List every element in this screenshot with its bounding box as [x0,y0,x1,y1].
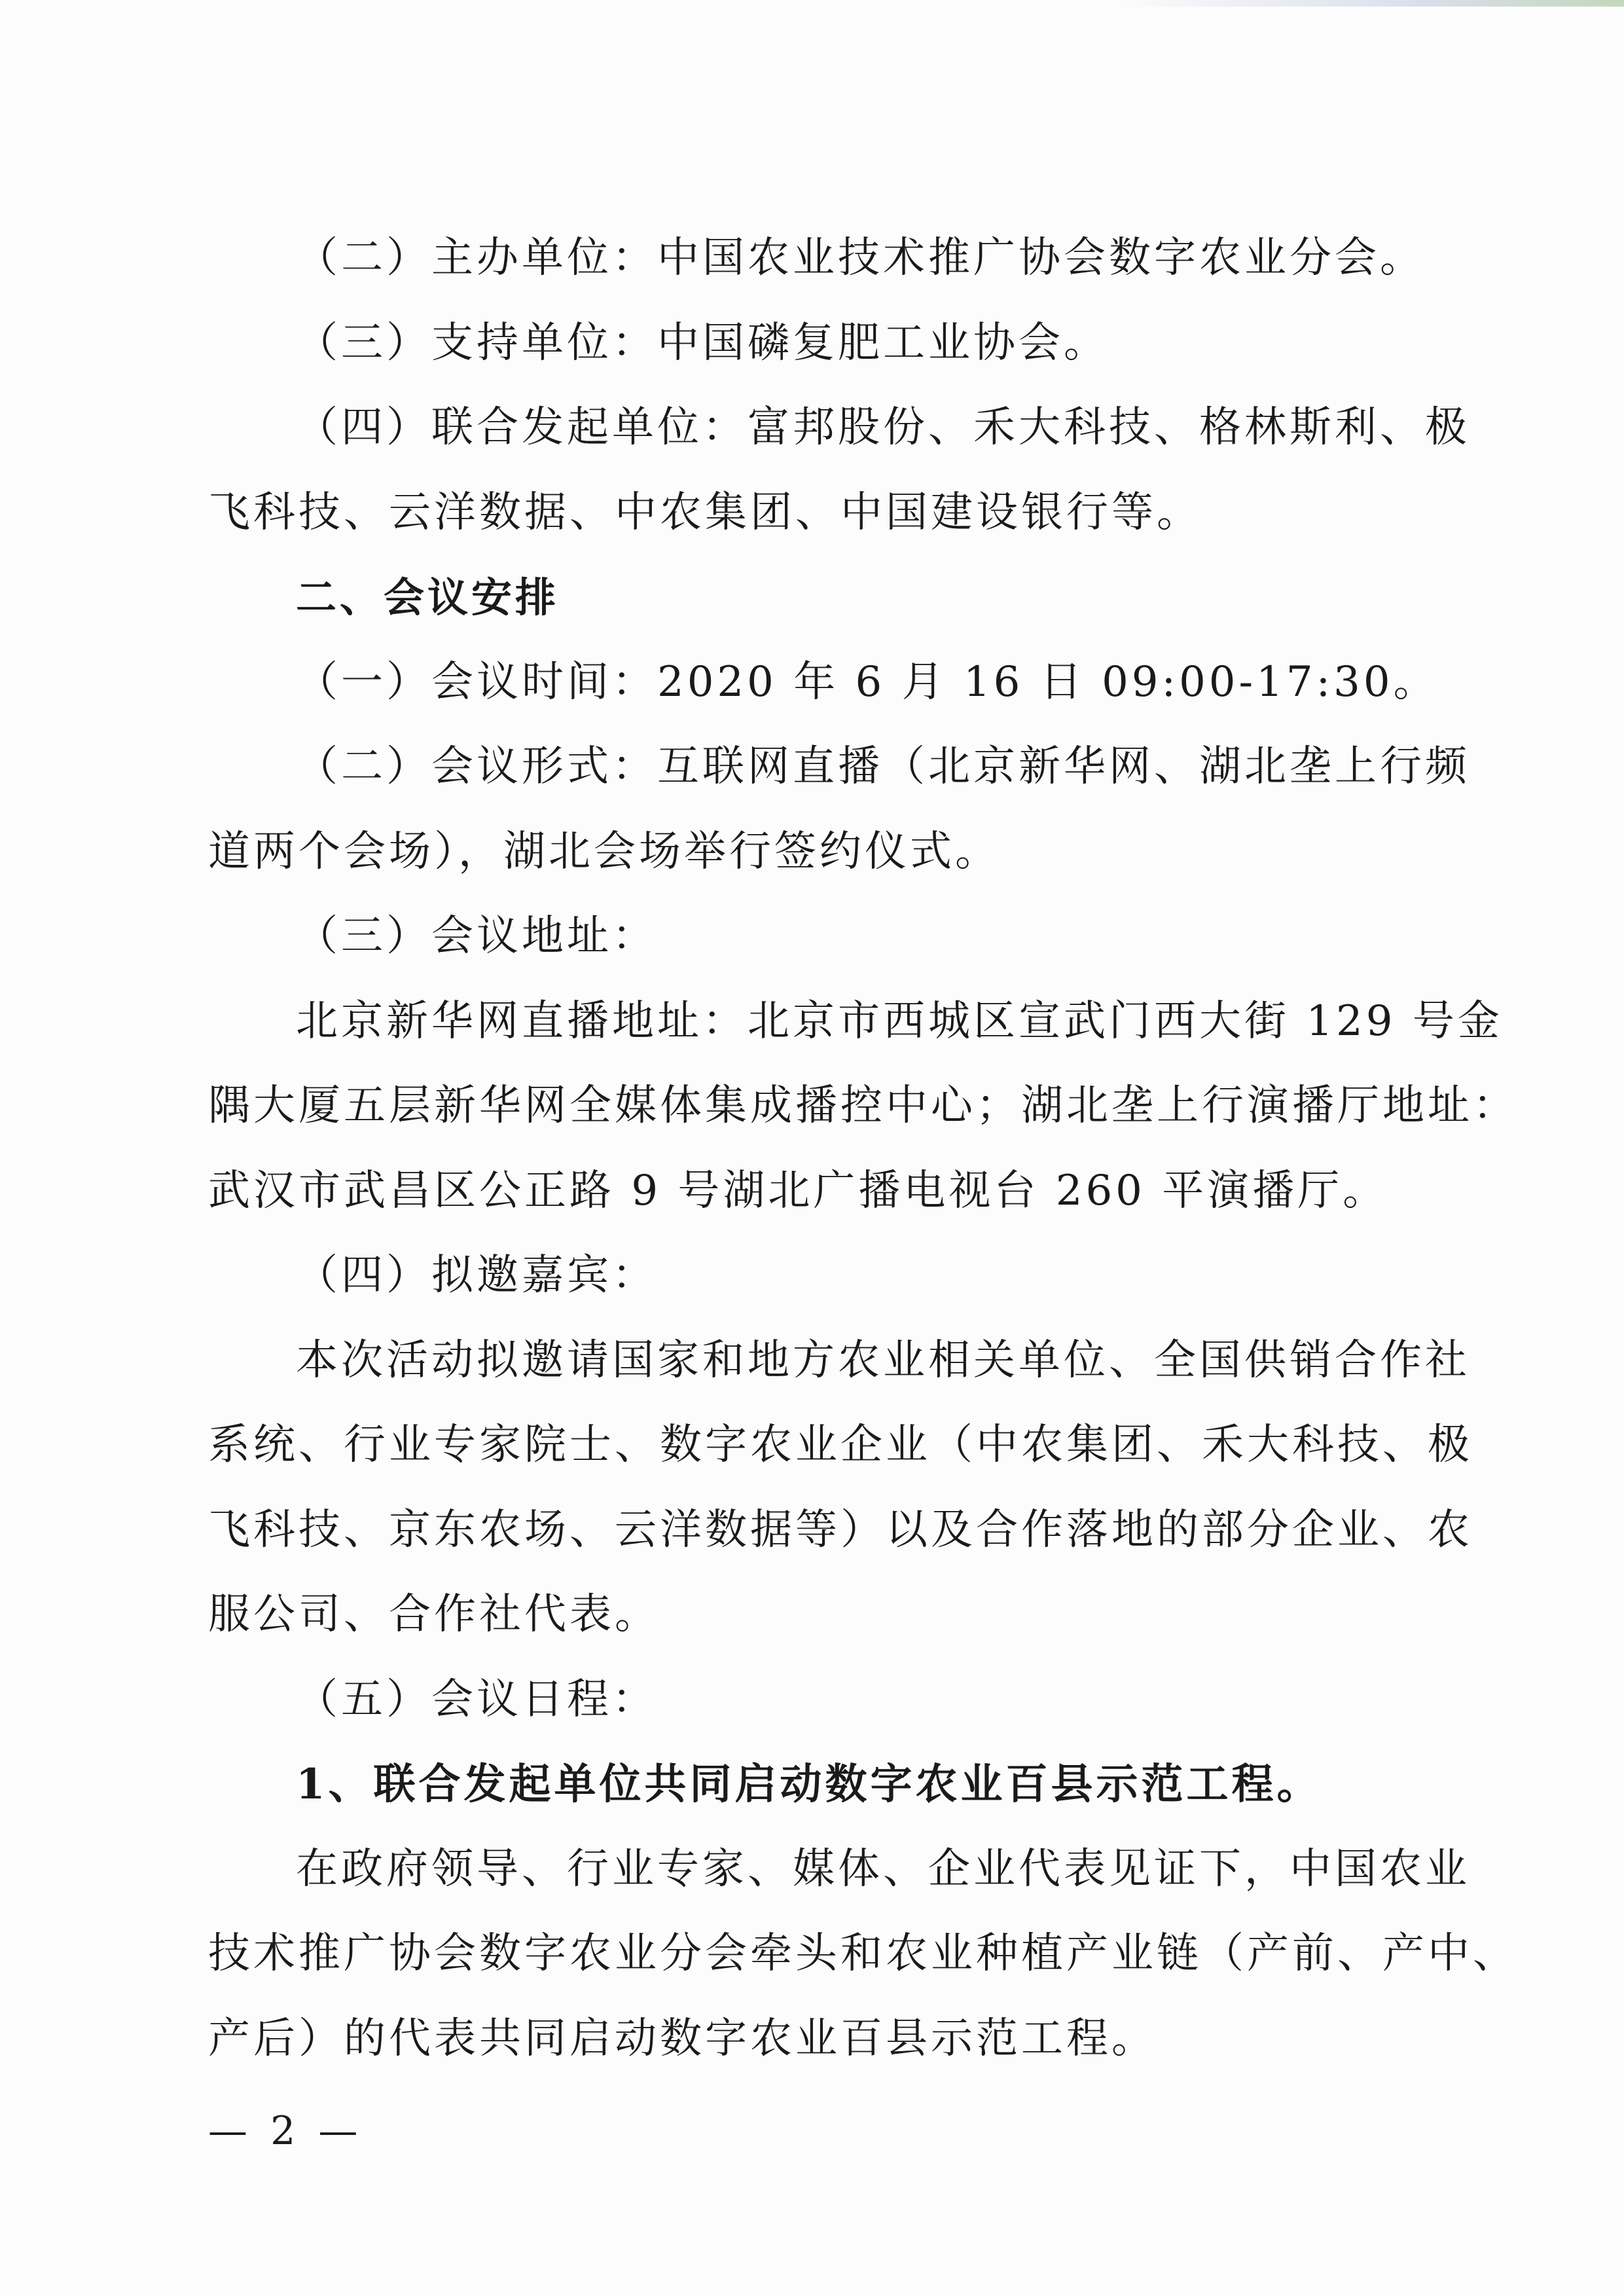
text-line-guests-cont-2: 飞科技、京东农场、云洋数据等）以及合作落地的部分企业、农 [208,1505,1473,1554]
text-line-guests-label: （四）拟邀嘉宾： [296,1251,657,1300]
document-body [208,216,1518,2081]
page-number: — 2 — [208,2108,363,2154]
section-heading-meeting-arrangement: 二、会议安排 [296,574,560,621]
text-line-co-initiators: （四）联合发起单位：富邦股份、禾大科技、格林斯利、极 [296,403,1470,452]
text-line-agenda-item-1-cont-1: 技术推广协会数字农业分会牵头和农业种植产业链（产前、产中、 [208,1929,1518,1978]
text-line-address-beijing-cont: 隅大厦五层新华网全媒体集成播控中心；湖北垄上行演播厅地址： [208,1082,1518,1130]
text-line-address-beijing: 北京新华网直播地址：北京市西城区宣武门西大街 129 号金 [296,996,1503,1046]
agenda-item-1-heading: 1、联合发起单位共同启动数字农业百县示范工程。 [296,1760,1322,1809]
text-line-meeting-format: （二）会议形式：互联网直播（北京新华网、湖北垄上行频 [296,742,1470,791]
text-line-meeting-address-label: （三）会议地址： [296,912,657,960]
scan-edge-artifact [1113,0,1624,7]
text-line-supporter: （三）支持单位：中国磷复肥工业协会。 [296,318,1109,367]
text-line-co-initiators-cont: 飞科技、云洋数据、中农集团、中国建设银行等。 [208,488,1202,537]
text-line-agenda-item-1: 在政府领导、行业专家、媒体、企业代表见证下，中国农业 [296,1844,1470,1893]
text-line-guests: 本次活动拟邀请国家和地方农业相关单位、全国供销合作社 [296,1336,1470,1385]
text-line-meeting-format-cont: 道两个会场），湖北会场举行签约仪式。 [208,827,1000,876]
text-line-guests-cont-1: 系统、行业专家院士、数字农业企业（中农集团、禾大科技、极 [208,1421,1473,1469]
text-line-guests-cont-3: 服公司、合作社代表。 [208,1590,660,1639]
text-line-agenda-label: （五）会议日程： [296,1675,657,1724]
text-line-agenda-item-1-cont-2: 产后）的代表共同启动数字农业百县示范工程。 [208,2014,1157,2063]
text-line-meeting-time: （一）会议时间：2020 年 6 月 16 日 09:00-17:30。 [296,657,1439,706]
text-line-organizer: （二）主办单位：中国农业技术推广协会数字农业分会。 [296,234,1425,282]
text-line-address-wuhan: 武汉市武昌区公正路 9 号湖北广播电视台 260 平演播厅。 [208,1166,1388,1215]
